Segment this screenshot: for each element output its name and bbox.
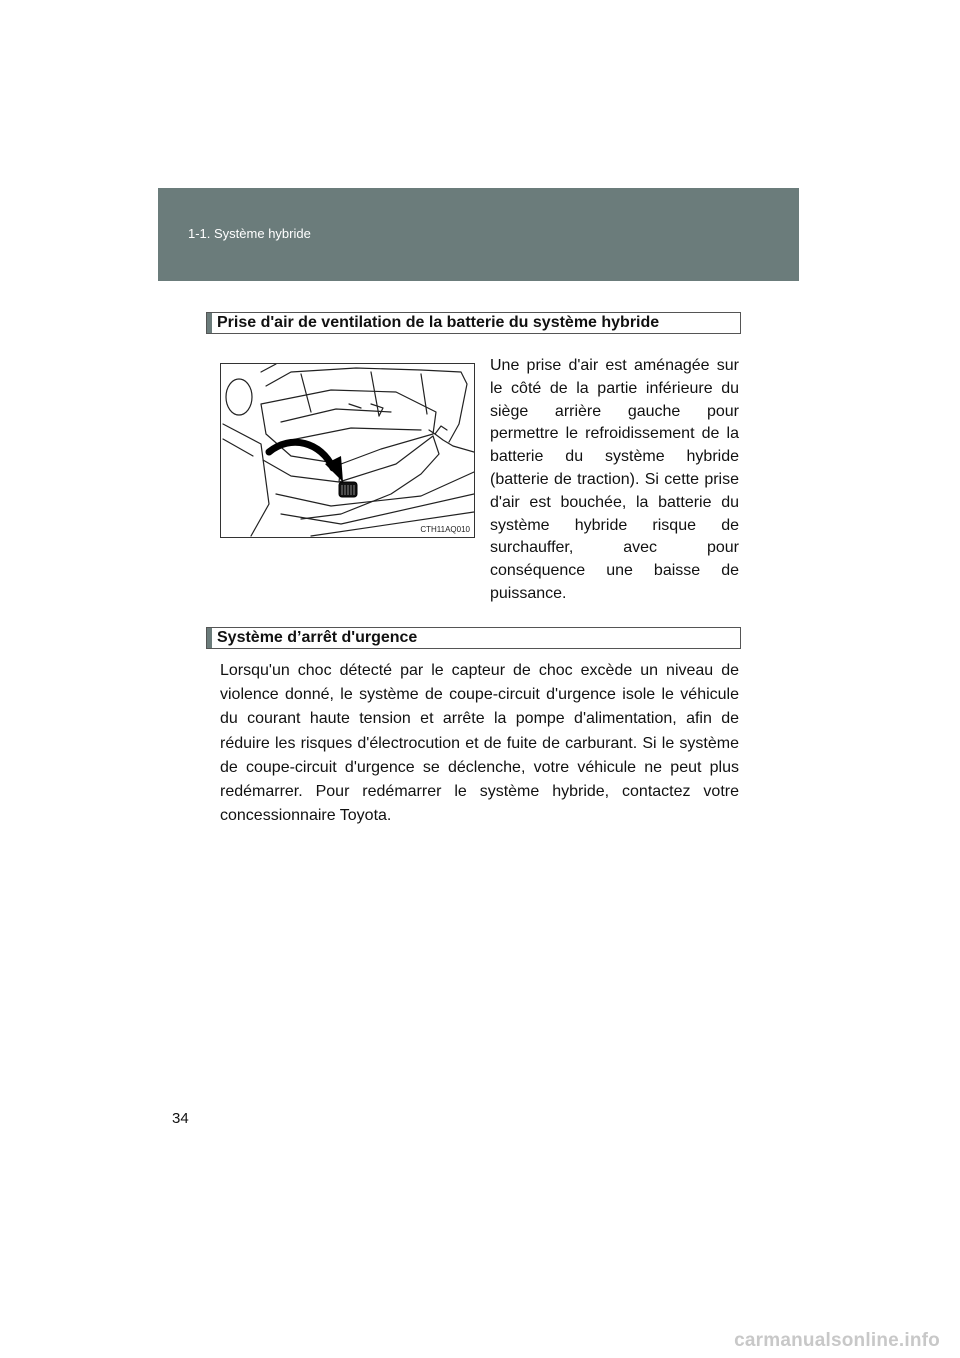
- ventilation-paragraph: Une prise d'air est aménagée sur le côté de la partie inférieure du siège arrière gauche pour permettre le refroidissement de la batterie du système hybride (batterie de traction). Si cette prise d'air est bouchée, la batterie du système hybride risque de surchauffer, avec pour conséquence une baisse de puissance.: [490, 357, 739, 602]
- rear-seat-drawing: [221, 364, 474, 537]
- page-number: 34: [172, 1110, 189, 1127]
- section-heading-emergency: [206, 627, 741, 649]
- door-speaker-outline: [226, 379, 252, 415]
- heading-accent-mark: [207, 628, 212, 648]
- watermark: carmanualsonline.info: [734, 1330, 940, 1351]
- seat-intake-illustration: [220, 363, 475, 538]
- section-title-ventilation: Prise d'air de ventilation de la batterie du système hybride: [217, 314, 660, 331]
- heading-accent-mark: [207, 313, 212, 333]
- emergency-paragraph: Lorsqu'un choc détecté par le capteur de choc excède un niveau de violence donné, le système de coupe-circuit d'urgence isole le véhicule du courant haute tension et arrête la pompe d'alimentation, afin de réduire les risques d'électrocution et de fuite de carburant. Si le système de coupe-circuit d'urgence se déclenche, votre véhicule ne peut plus redémarrer. Pour redémarrer le système hybride, contactez votre concessionnaire Toyota.: [220, 662, 739, 825]
- section-heading-ventilation: [206, 312, 741, 334]
- air-intake-grille: [339, 482, 357, 497]
- section-title-emergency: Système d’arrêt d'urgence: [217, 629, 418, 646]
- section-header-band: [158, 188, 799, 281]
- figure-code: CTH11AQ010: [420, 525, 470, 534]
- section-breadcrumb: 1-1. Système hybride: [188, 226, 311, 241]
- arrow-indicator: [269, 442, 333, 468]
